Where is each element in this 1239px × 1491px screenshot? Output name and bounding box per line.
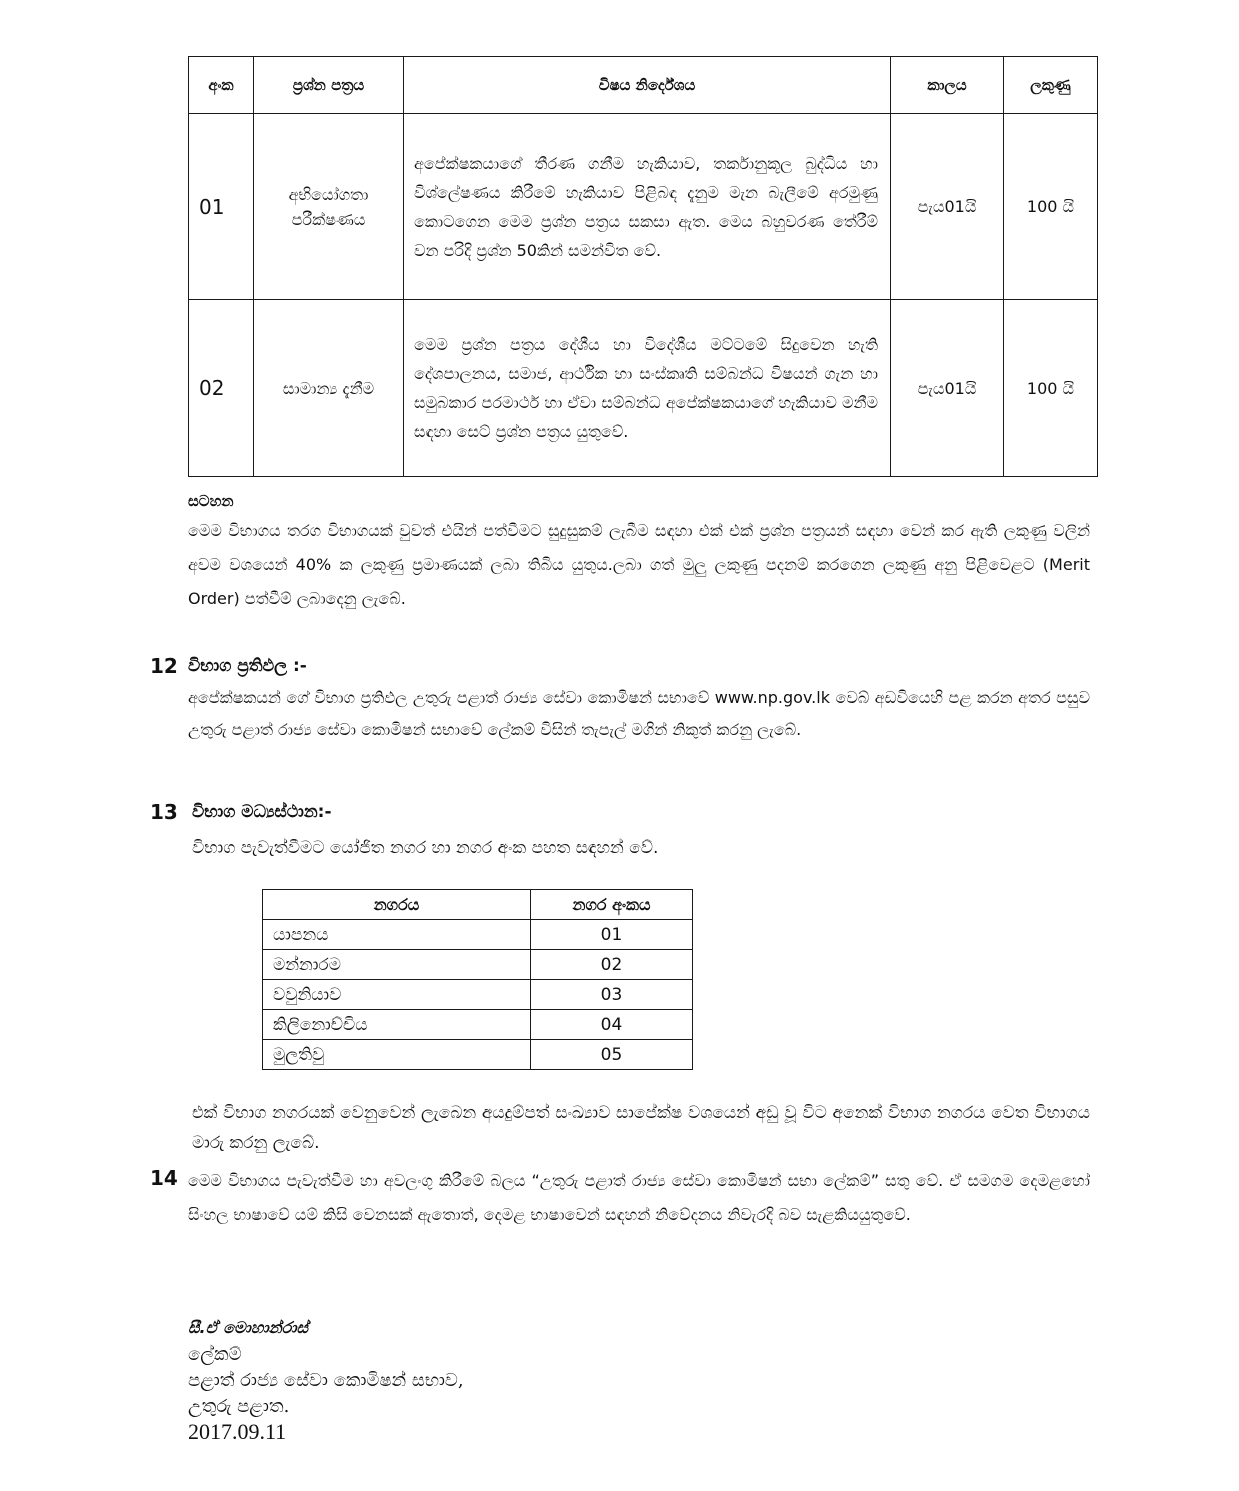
section-14-text: මෙම විභාගය පැවැත්වීම හා අවලංගු කිරීමේ බලය “උතුරු පළාත් රාජ්‍ය සේවා කොමිෂන් සභා ලේකම්” සතු වේ. ඒ සමගම දෙමළහෝ සිංහල භාෂාවේ යම් කිසි වෙනසක් ඇතොත්, දෙමළ භාෂාවෙන් සඳහන් නිවේදනය නිවැරදි බව සැළකියයුතුවේ.	[188, 1171, 1090, 1224]
paper-name: සාමාන්‍ය දැනීම	[254, 300, 404, 477]
section-14-number: 14	[150, 1166, 178, 1190]
section-13-intro: විභාග පැවැත්වීමට යෝජිත නගර හා නගර අංක පහත සඳහන් වේ.	[192, 838, 659, 858]
header-duration: කාලය	[891, 57, 1004, 114]
header-paper: ප්‍රශ්න පත්‍රය	[254, 57, 404, 114]
note-title: සටහන	[188, 492, 234, 510]
paper-number: 02	[189, 300, 254, 477]
header-syllabus: විෂය නිර්දේශය	[404, 57, 891, 114]
paper-duration: පැය01යි	[891, 114, 1004, 300]
town-code: 04	[531, 1010, 693, 1040]
header-town-code: නගර අංකය	[531, 890, 693, 920]
town-name: මන්නාරම	[263, 950, 531, 980]
section-13-after-text: එක් විභාග නගරයක් වෙනුවෙන් ලැබෙන අයදුම්පත් සංඛ්‍යාව සාපේක්ෂ වශයෙන් අඩු වූ විට අනෙක් විභාග නගරය වෙත විභාගය මාරු කරනු ලැබේ.	[192, 1103, 1090, 1153]
town-name: කිලිනොච්චිය	[263, 1010, 531, 1040]
header-marks: ලකුණු	[1004, 57, 1098, 114]
table-row	[263, 1010, 693, 1040]
section-12-number: 12	[150, 654, 178, 678]
signatory-province: උතුරු පළාත.	[188, 1396, 290, 1417]
exam-table-header-row	[189, 57, 1098, 114]
table-row	[263, 980, 693, 1010]
town-name: යාපනය	[263, 920, 531, 950]
paper-name: අභියෝගතා පරීක්ෂණය	[254, 114, 404, 300]
paper-syllabus	[404, 300, 891, 477]
towns-header-row	[263, 890, 693, 920]
town-code: 02	[531, 950, 693, 980]
paper-duration: පැය01යි	[891, 300, 1004, 477]
town-name: මුලතිවු	[263, 1040, 531, 1070]
signatory-office: පළාත් රාජ්‍ය සේවා කොමිෂන් සභාව,	[188, 1370, 464, 1391]
town-code: 03	[531, 980, 693, 1010]
town-code: 01	[531, 920, 693, 950]
paper-marks: 100 යි	[1004, 114, 1098, 300]
table-row	[263, 950, 693, 980]
town-code: 05	[531, 1040, 693, 1070]
section-13-number: 13	[150, 800, 178, 824]
note-text: මෙම විභාගය තරග විභාගයක් වුවත් එයින් පත්වීමට සුදුසුකම් ලැබීම සඳහා එක් එක් ප්‍රශ්න පත්‍රයන් සඳහා වෙන් කර ඇති ලකුණු වලින් අවම වශයෙන් 40% ක ලකුණු ප්‍රමාණයක් ලබා තිබිය යුතුය.ලබා ගත් මුලු ලකුණු පදනම් කරගෙන ලකුණු අනු පිළිවෙළට (Merit Order) පත්වීම් ලබාදෙනු ලැබේ.	[188, 521, 1090, 608]
exam-towns-table	[262, 889, 693, 1070]
section-13-title: විභාග මධ්‍යස්ථාන:-	[192, 802, 332, 822]
syllabus-text: මෙම ප්‍රශ්න පත්‍රය දේශීය හා විදේශීය මට්ටමේ සිදුවෙන හැති දේශපාලනය, සමාජ, ආර්ථික හා සංස්කෘති සම්බන්ධ විෂයන් ගැන හා සමුබකාර පරමාර්ථ හා ඒවා සම්බන්ධ අපේක්ෂකයාගේ හැකියාව මනීම සඳහා සෙට් ප්‍රශ්න පත්‍රය යුතුවේ.	[414, 335, 878, 441]
section-12-title: විභාග ප්‍රතිඵල :-	[188, 656, 307, 676]
paper-number: 01	[189, 114, 254, 300]
document-date: 2017.09.11	[188, 1419, 287, 1444]
table-row	[263, 920, 693, 950]
table-row	[189, 114, 1098, 300]
town-name: වවුනියාව	[263, 980, 531, 1010]
table-row	[263, 1040, 693, 1070]
section-12-text: අපේක්ෂකයන් ගේ විභාග ප්‍රතිඵල උතුරු පළාත් රාජ්‍ය සේවා කොමිෂන් සභාවේ www.np.gov.lk වෙබ් අඩවියෙහි පළ කරන අතර පසුව උතුරු පළාත් රාජ්‍ය සේවා කොමිෂන් සභාවේ ලේකම් විසින් තැපැල් මගින් නිකුත් කරනු ලැබේ.	[188, 688, 1090, 739]
paper-syllabus	[404, 114, 891, 300]
paper-marks: 100 යි	[1004, 300, 1098, 477]
syllabus-text: අපේක්ෂකයාගේ තීරණ ගනීම හැකියාව, තර්කානුකූල බුද්ධිය හා විශ්ලේෂණය කිරීමේ හැකියාව පිළිබඳ දැනුම මැන බැලීමේ අරමුණු කොටගෙන මෙම ප්‍රශ්න පත්‍රය සකසා ඇත. මෙය බහුවරණ තේරීම් වන පරිදි ප්‍රශ්න 50කින් සමන්විත වේ.	[414, 153, 878, 260]
header-town: නගරය	[263, 890, 531, 920]
signatory-name: සී.ඒ මොහාන්රාස්	[188, 1318, 309, 1337]
signatory-title: ලේකම්	[188, 1344, 242, 1365]
table-row	[189, 300, 1098, 477]
header-no: අංක	[189, 57, 254, 114]
exam-papers-table	[188, 56, 1098, 477]
